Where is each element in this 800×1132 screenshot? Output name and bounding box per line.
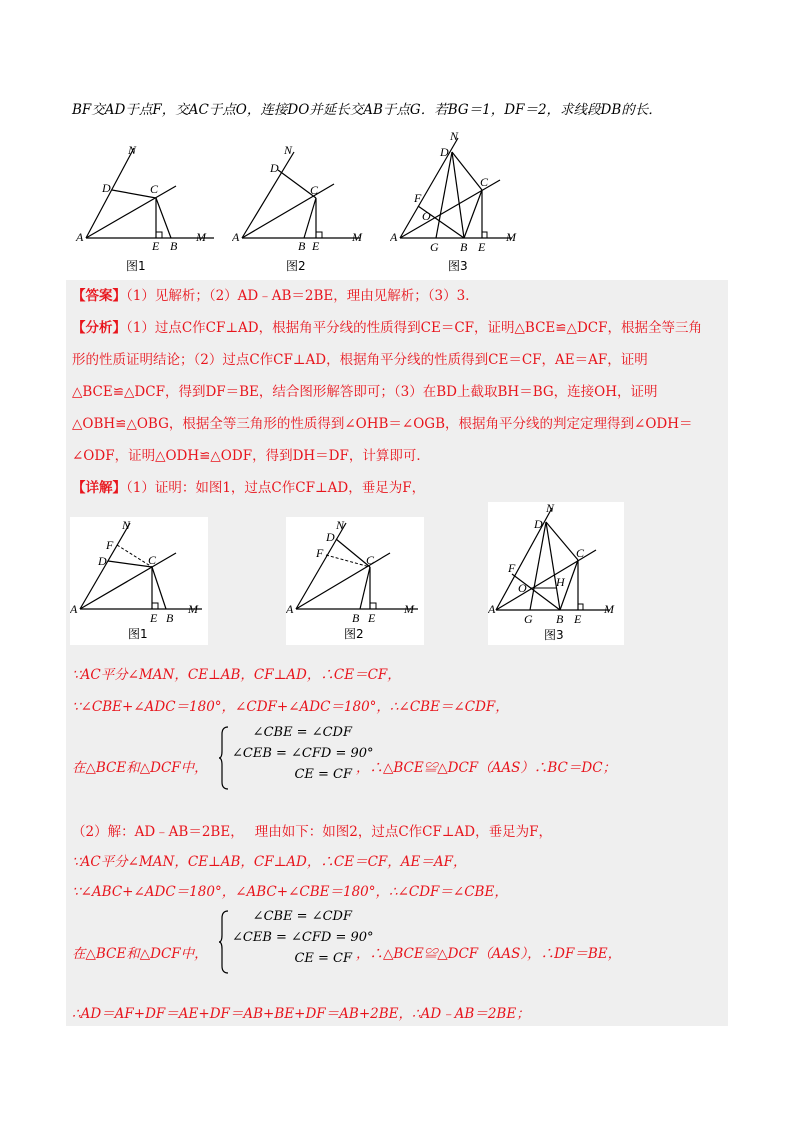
svg-text:F: F (508, 561, 516, 575)
condition-2: ∠CEB = ∠CFD = 90° (232, 746, 374, 761)
part2-suffix: ，∴△BCE≌△DCF（AAS），∴DF＝BE， (356, 946, 622, 962)
svg-text:D: D (440, 145, 449, 159)
condition-1: ∠CBE = ∠CDF (252, 909, 352, 924)
svg-text:D: D (270, 161, 279, 175)
answer-line (72, 286, 479, 306)
analysis-text-1: （1）过点C作CF⊥AD，根据角平分线的性质得到CE＝CF，证明△BCE≌△DCF，根据全等三角 (126, 320, 702, 336)
part1-suffix: ，∴△BCE≌△DCF（AAS）∴BC＝DC； (356, 760, 617, 776)
analysis-tag: 【分析】 (72, 320, 126, 336)
part2-prefix: 在△BCE和△DCF中， (72, 946, 208, 962)
svg-text:D: D (534, 517, 543, 531)
svg-text:C: C (480, 175, 489, 189)
top-caption-1: 图1 (126, 259, 146, 273)
brace-icon (218, 910, 230, 974)
svg-text:G: G (430, 240, 439, 254)
condition-1: ∠CBE = ∠CDF (252, 725, 352, 740)
svg-text:A: A (70, 602, 78, 616)
detail-tag: 【详解】 (72, 480, 126, 496)
svg-text:B: B (170, 239, 178, 253)
part1-line-1: ∵AC平分∠MAN，CE⊥AB，CF⊥AD，∴CE＝CF， (72, 667, 401, 683)
svg-text:C: C (310, 183, 319, 197)
svg-text:F: F (414, 191, 422, 205)
problem-continuation: BF交AD于点F，交AC于点O，连接DO并延长交AB于点G．若BG＝1，DF＝2，求线段DB的长． (72, 102, 662, 118)
svg-text:B: B (298, 239, 306, 253)
svg-text:A: A (390, 230, 398, 244)
answer-text: （1）见解析；（2）AD﹣AB＝2BE，理由见解析；（3）3． (126, 288, 479, 304)
detail-text: （1）证明：如图1，过点C作CF⊥AD，垂足为F， (126, 480, 426, 496)
svg-text:M: M (404, 602, 414, 616)
svg-text:O: O (518, 581, 527, 595)
svg-text:E: E (478, 240, 486, 254)
svg-text:A: A (286, 602, 294, 616)
svg-text:E: E (150, 611, 158, 625)
analysis-line-4: △OBH≌△OBG，根据全等三角形的性质得到∠OHB＝∠OGB，根据角平分线的判定定理得到∠ODH＝ (72, 416, 693, 432)
solution-figure-1 (70, 517, 208, 645)
analysis-line-5: ∠ODF，证明△ODH≌△ODF，得到DH＝DF，计算即可． (72, 448, 430, 464)
svg-text:M: M (352, 230, 362, 244)
part2-line-4: ∴AD＝AF+DF＝AE+DF＝AB+BE+DF＝AB+2BE，∴AD﹣AB＝2BE； (72, 1006, 530, 1022)
condition-3: CE = CF (294, 767, 352, 782)
brace-icon (218, 726, 230, 790)
svg-text:O: O (422, 209, 431, 223)
solution-figure-2 (286, 517, 424, 645)
svg-text:D: D (326, 530, 335, 544)
svg-text:N: N (336, 518, 345, 532)
solution-caption-3: 图3 (544, 628, 564, 642)
svg-text:E: E (152, 239, 160, 253)
solution-caption-2: 图2 (344, 627, 364, 641)
svg-text:B: B (166, 611, 174, 625)
svg-text:C: C (366, 553, 375, 567)
svg-text:E: E (312, 239, 320, 253)
svg-text:C: C (150, 182, 159, 196)
svg-text:G: G (524, 612, 533, 626)
solution-caption-1: 图1 (128, 627, 148, 641)
svg-text:A: A (232, 230, 240, 244)
detail-line (72, 478, 425, 498)
svg-text:M: M (196, 230, 206, 244)
condition-2: ∠CEB = ∠CFD = 90° (232, 930, 374, 945)
svg-text:M: M (188, 602, 198, 616)
part1-prefix: 在△BCE和△DCF中， (72, 760, 208, 776)
part2-line-3: ∵∠ABC+∠ADC＝180°，∠ABC+∠CBE＝180°，∴∠CDF＝∠CBE， (72, 884, 508, 900)
svg-text:D: D (98, 554, 107, 568)
top-figure-3 (390, 128, 530, 278)
svg-text:C: C (576, 546, 585, 560)
svg-text:F: F (106, 538, 114, 552)
part1-line-2: ∵∠CBE+∠ADC＝180°，∠CDF+∠ADC＝180°，∴∠CBE＝∠CDF， (72, 699, 509, 715)
part2-line-1: （2）解：AD﹣AB＝2BE， 理由如下：如图2，过点C作CF⊥AD，垂足为F， (72, 824, 552, 840)
svg-text:N: N (128, 143, 137, 157)
top-caption-3: 图3 (448, 259, 468, 273)
svg-text:M: M (604, 602, 614, 616)
analysis-line-1 (72, 318, 702, 338)
svg-text:N: N (546, 502, 555, 515)
svg-text:N: N (284, 143, 293, 157)
solution-figure-3 (488, 502, 624, 645)
svg-text:D: D (102, 181, 111, 195)
svg-text:N: N (450, 129, 459, 143)
svg-text:M: M (506, 230, 516, 244)
svg-text:A: A (76, 230, 84, 244)
top-figure-2 (232, 140, 382, 280)
analysis-line-2: 形的性质证明结论；（2）过点C作CF⊥AD，根据角平分线的性质得到CE＝CF，AE＝AF，证明 (72, 352, 648, 368)
part2-line-2: ∵AC平分∠MAN，CE⊥AB，CF⊥AD，∴CE＝CF，AE＝AF， (72, 854, 467, 870)
svg-text:E: E (574, 612, 582, 626)
svg-text:F: F (316, 546, 324, 560)
svg-text:H: H (556, 575, 565, 589)
svg-text:C: C (148, 553, 157, 567)
svg-text:B: B (556, 612, 564, 626)
condition-3: CE = CF (294, 951, 352, 966)
answer-tag: 【答案】 (72, 288, 126, 304)
svg-text:N: N (122, 518, 131, 532)
svg-text:B: B (460, 240, 468, 254)
svg-text:E: E (368, 611, 376, 625)
top-figure-1 (72, 140, 222, 280)
svg-text:A: A (488, 602, 496, 616)
analysis-line-3: △BCE≌△DCF，得到DF＝BE，结合图形解答即可；（3）在BD上截取BH＝BG，连接OH，证明 (72, 384, 658, 400)
svg-text:B: B (352, 611, 360, 625)
top-caption-2: 图2 (286, 259, 306, 273)
